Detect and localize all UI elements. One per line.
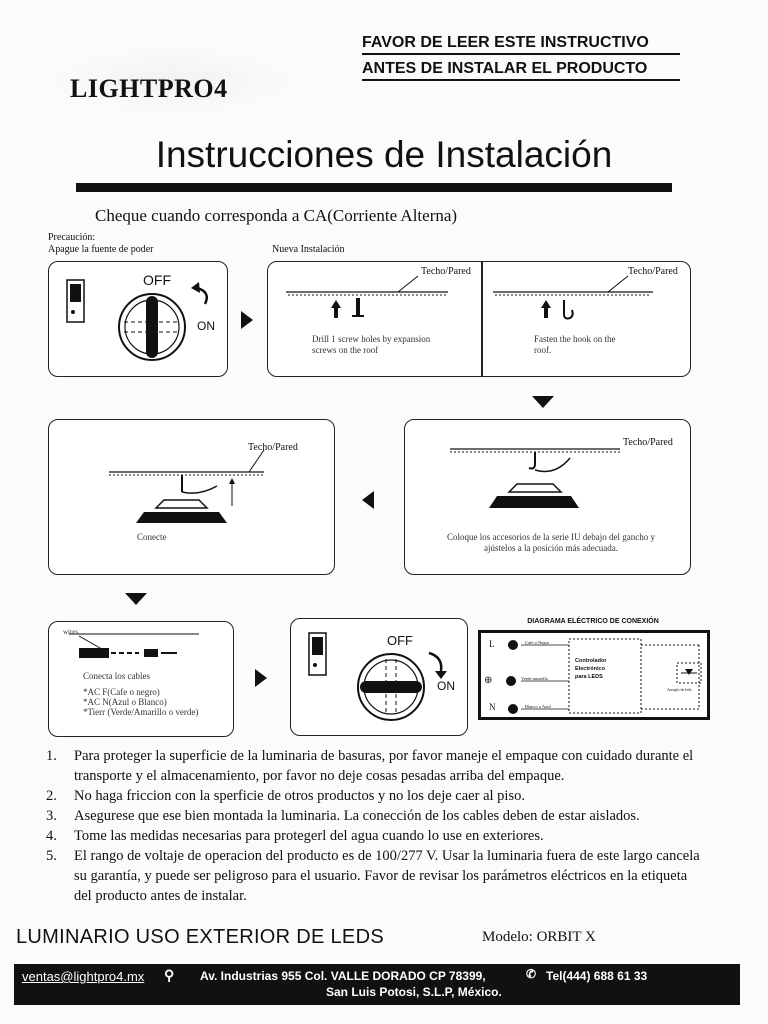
list-item xyxy=(46,786,706,806)
controller-line-2: Electrónico xyxy=(575,666,605,672)
controller-label xyxy=(575,657,635,681)
connect-label: Conecte xyxy=(137,532,167,542)
list-item xyxy=(46,806,706,826)
list-number: 1. xyxy=(46,748,57,764)
precaution-title: Precaución: xyxy=(48,232,96,243)
city-text: San Luis Potosi, S.L.P, México. xyxy=(326,985,502,999)
arrow-right-icon xyxy=(241,311,253,329)
product-model: Modelo: ORBIT X xyxy=(482,929,596,945)
precaution-text: Apague la fuente de poder xyxy=(48,244,154,255)
on-label: ON xyxy=(197,319,215,333)
ac-f-wire: *AC F(Cafe o negro) xyxy=(83,687,160,697)
controller-line-1: Controlador xyxy=(575,658,607,664)
address-text: Av. Industrias 955 Col. VALLE DORADO CP 78399, xyxy=(200,969,486,983)
list-text: No haga friccion con la sperficie de otros productos y no los deje caer al piso. xyxy=(74,788,525,804)
notice-line-2: ANTES DE INSTALAR EL PRODUCTO xyxy=(362,58,680,81)
read-instructions-notice xyxy=(362,32,680,84)
connect-cables-label: Conecta los cables xyxy=(83,671,150,681)
arrow-right-icon xyxy=(255,669,267,687)
phone-icon: ✆ xyxy=(526,967,537,981)
wiring-diagram xyxy=(478,630,710,720)
list-item xyxy=(46,846,706,906)
list-number: 3. xyxy=(46,808,57,824)
brand-logo: LIGHTPRO4 xyxy=(70,74,228,103)
ceiling-illustration xyxy=(268,262,692,378)
location-pin-icon: ⚲ xyxy=(164,967,175,983)
ground-wire: *Tierr (Verde/Amarillo o verde) xyxy=(83,707,199,717)
neutral-terminal-label: N xyxy=(489,702,496,712)
list-text: Asegurese que ese bien montada la luminaria. La conección de los cables deben de estar aislados. xyxy=(74,808,640,824)
page-title: Instrucciones de Instalación xyxy=(155,134,613,175)
step-mount-panel xyxy=(267,261,691,377)
step-power-off-panel xyxy=(48,261,228,377)
step-connect-panel xyxy=(48,419,335,575)
ac-n-wire: *AC N(Azul o Blanco) xyxy=(83,697,167,707)
ceiling-label: Techo/Pared xyxy=(421,266,471,277)
step-power-on-panel xyxy=(290,618,468,736)
list-item xyxy=(46,746,706,786)
contact-footer xyxy=(14,964,740,1005)
list-text: El rango de voltaje de operacion del producto es de 100/277 V. Usar la luminaria fuera de este largo cancela su garantía, y puede ser peligroso para el usuario. Favor de revisar los parámetros eléctricos en la etiqueta del producto antes de instalar. xyxy=(74,848,700,904)
ground-icon: ⊕ xyxy=(484,675,493,686)
arrow-left-icon xyxy=(362,491,374,509)
arrow-down-icon xyxy=(125,593,147,605)
new-install-label: Nueva Instalación xyxy=(272,244,345,255)
step-place-panel xyxy=(404,419,691,575)
wire-green-label: Verde-amarillo xyxy=(521,676,548,681)
led-array-label: Arreglo de leds xyxy=(667,687,692,692)
drill-instruction: Drill 1 screw holes by expansion screws on the roof xyxy=(312,334,431,355)
list-text: Tome las medidas necesarias para protegerl del agua cuando lo use en exteriores. xyxy=(74,828,544,844)
controller-line-3: para LEDS xyxy=(575,674,603,680)
instructions-list xyxy=(46,746,706,906)
title-underline xyxy=(76,183,672,192)
faint-background-text xyxy=(440,94,451,139)
ac-check-note: Cheque cuando corresponda a CA(Corriente Alterna) xyxy=(95,206,458,225)
step-wires-panel xyxy=(48,621,234,737)
off-label: OFF xyxy=(143,272,171,288)
place-instruction: Coloque los accesorios de la serie IU debajo del gancho y ajústelos a la posición más adecuada. xyxy=(447,532,655,553)
on-label: ON xyxy=(437,679,455,693)
off-label: OFF xyxy=(387,633,413,648)
list-text: Para proteger la superficie de la luminaria de basuras, por favor maneje el empaque con cuidado durante el transporte y el almacenamiento, por favor no deje cosas pesadas arriba del empaque. xyxy=(74,748,694,784)
power-switch-illustration xyxy=(291,619,469,737)
cable-legend xyxy=(83,687,198,717)
wiring-diagram-title: DIAGRAMA ELÉCTRICO DE CONEXIÓN xyxy=(527,618,659,625)
wire-brown-label: Cafe o Negro xyxy=(525,640,550,645)
ceiling-label: Techo/Pared xyxy=(623,437,673,448)
wires-label: wires xyxy=(63,628,79,636)
line-terminal-label: L xyxy=(489,639,495,649)
ceiling-label: Techo/Pared xyxy=(248,442,298,453)
list-number: 2. xyxy=(46,788,57,804)
list-number: 5. xyxy=(46,848,57,864)
fasten-instruction: Fasten the hook on the roof. xyxy=(534,334,616,355)
product-name: LUMINARIO USO EXTERIOR DE LEDS xyxy=(16,926,384,948)
precaution-note xyxy=(48,232,154,256)
ceiling-label: Techo/Pared xyxy=(628,266,678,277)
list-item xyxy=(46,826,706,846)
notice-line-1: FAVOR DE LEER ESTE INSTRUCTIVO xyxy=(362,32,680,55)
phone-number[interactable]: Tel(444) 688 61 33 xyxy=(546,969,648,983)
email-link[interactable]: ventas@lightpro4.mx xyxy=(22,969,145,984)
arrow-down-icon xyxy=(532,396,554,408)
wire-white-label: Blanco o Azul xyxy=(525,704,551,709)
list-number: 4. xyxy=(46,828,57,844)
